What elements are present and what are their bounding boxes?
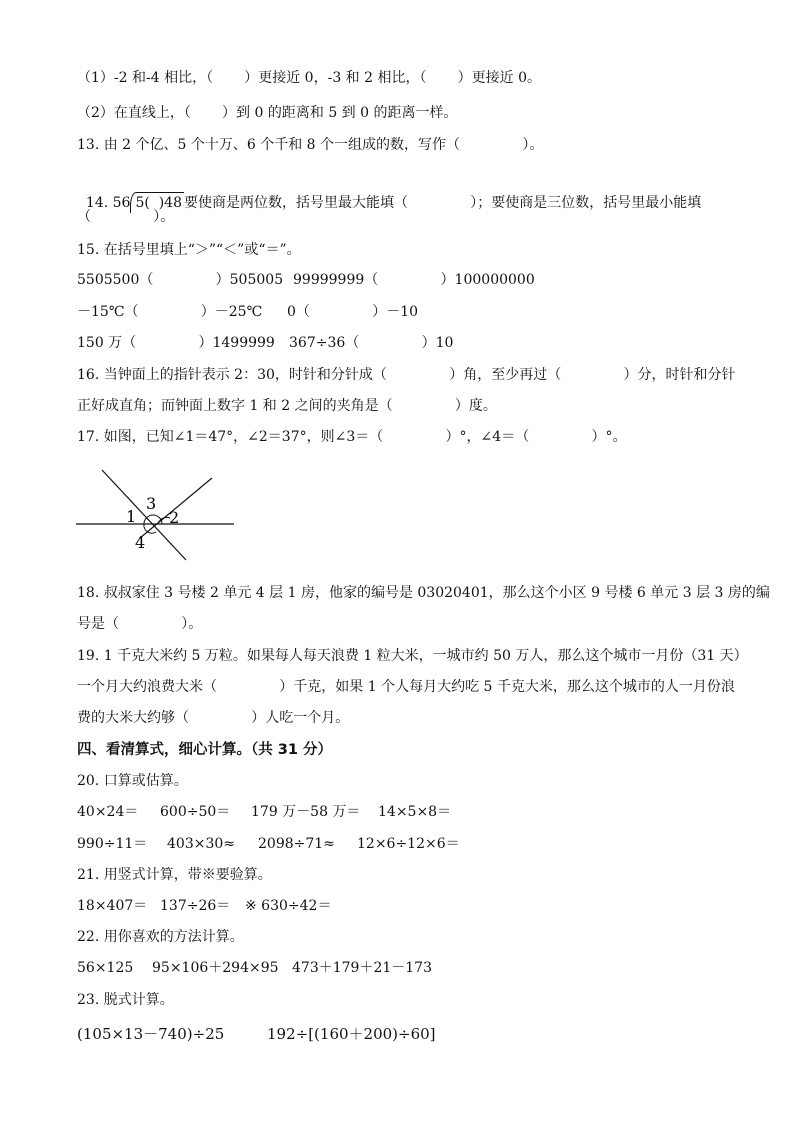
q21-c2: 137÷26＝ [160,898,231,914]
q21-c1: 18×407＝ [77,898,148,914]
q22: 22. 用你喜欢的方法计算。 [77,929,244,945]
q15-c1: 150 万（ ）1499999 [77,335,275,351]
q20-r1-c1: 40×24＝ [77,804,139,820]
q20: 20. 口算或估算。 [77,773,188,789]
q19-line3: 费的大米大约够（ ）人吃一个月。 [77,710,350,726]
q23: 23. 脱式计算。 [77,992,174,1008]
q14-dividend: 5( )48 [135,195,182,211]
q21-c3: ※ 630÷42＝ [245,898,332,914]
q15-b1: －15℃（ ）－25℃ [77,304,263,320]
q14-continued: （ ）。 [77,209,175,225]
q22-c3: 473＋179＋21－173 [292,960,432,976]
q20-r2-c1: 990÷11＝ [77,836,148,852]
q20-r2-c4: 12×6÷12×6＝ [357,836,460,852]
section-4-heading: 四、看清算式，细心计算。（共 31 分） [77,742,333,758]
q15-b2: 0（ ）－10 [287,304,419,320]
q18-line1: 18. 叔叔家住 3 号楼 2 单元 4 层 1 房，他家的编号是 03020401，那么这个小区 9 号楼 6 单元 3 层 3 房的编 [77,585,770,601]
q20-r1-c3: 179 万－58 万＝ [251,804,361,820]
q22-c1: 56×125 [77,960,134,976]
q20-r1-c4: 14×5×8＝ [378,804,452,820]
q13: 13. 由 2 个亿、5 个十万、6 个千和 8 个一组成的数，写作（ ）。 [77,137,544,153]
q12-part1: （1）-2 和-4 相比，（ ）更接近 0，-3 和 2 相比，（ ）更接近 0。 [77,70,541,86]
q17: 17. 如图，已知∠1＝47°，∠2＝37°，则∠3＝（ ）°，∠4＝（ ）°。 [77,429,627,445]
q23-c2: 192÷[(160＋200)÷60] [267,1025,436,1043]
q20-r2-c2: 403×30≈ [167,836,235,852]
q20-r1-c2: 600÷50＝ [160,804,231,820]
q15-c2: 367÷36（ ）10 [289,335,454,351]
angle-label-4: 4 [135,533,146,552]
q16-line1: 16. 当钟面上的指针表示 2：30，时针和分针成（ ）角，至少再过（ ）分，时针和分针 [77,367,736,383]
q19-line2: 一个月大约浪费大米（ ）千克，如果 1 个人每月大约吃 5 千克大米，那么这个城市的人一月份浪 [77,679,735,695]
q22-c2: 95×106＋294×95 [152,960,279,976]
q18-line2: 号是（ ）。 [77,616,203,632]
angle-label-3: 3 [146,494,157,513]
q14-text: 要使商是两位数，括号里最大能填（ ）；要使商是三位数，括号里最小能填 [184,195,702,211]
angle-label-2: 2 [169,508,180,527]
q16-line2: 正好成直角；而钟面上数字 1 和 2 之间的夹角是（ ）度。 [77,398,497,414]
q23-c1: (105×13－740)÷25 [77,1025,225,1043]
q12-part2: （2）在直线上，（ ）到 0 的距离和 5 到 0 的距离一样。 [77,105,458,121]
q15-a1: 5505500（ ）505005 [77,272,284,288]
q14-number: 14. [85,195,109,211]
q20-r2-c3: 2098÷71≈ [258,836,335,852]
q15: 15. 在括号里填上“＞”“＜”或“＝”。 [77,242,301,258]
angle-label-1: 1 [126,507,137,526]
angle-figure [74,462,244,562]
q15-a2: 99999999（ ）100000000 [293,272,535,288]
q21: 21. 用竖式计算，带※要验算。 [77,867,272,883]
q19-line1: 19. 1 千克大米约 5 万粒。如果每人每天浪费 1 粒大米，一城市约 50 万人，那么这个城市一月份（31 天） [77,648,748,664]
q14-divisor: 56 [112,195,131,211]
